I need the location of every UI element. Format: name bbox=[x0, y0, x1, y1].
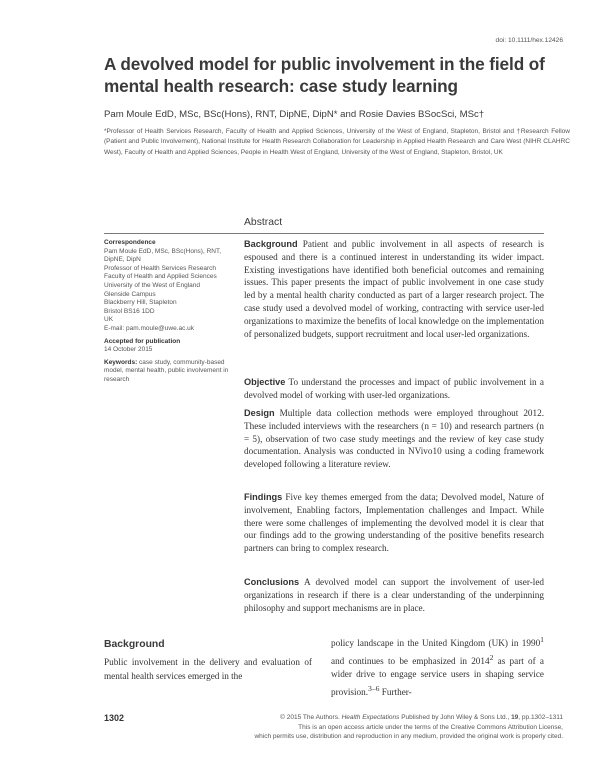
keywords-text: case study, community-based model, mental health, public involvement in research bbox=[104, 358, 229, 383]
page-number: 1302 bbox=[104, 713, 125, 723]
keywords-label: Keywords: bbox=[104, 358, 138, 366]
footer bbox=[163, 713, 563, 742]
abstract-objective bbox=[244, 376, 544, 402]
correspondence-email[interactable]: E-mail: pam.moule@uwe.ac.uk bbox=[104, 324, 195, 332]
abstract-background-label: Background bbox=[244, 239, 298, 249]
abstract-findings-label: Findings bbox=[244, 492, 283, 502]
abstract-objective-label: Objective bbox=[244, 377, 286, 387]
abstract-conclusions-text: A devolved model can support the involvement of user-led organizations in research if there is a clear understanding of the underpinning philosophy and support mechanisms are in place. bbox=[244, 577, 544, 613]
abstract-conclusions bbox=[244, 576, 544, 614]
abstract-findings bbox=[244, 491, 544, 555]
accepted-date: 14 October 2015 bbox=[104, 346, 153, 354]
accepted-block bbox=[104, 338, 234, 355]
footer-publisher: Published by John Wiley & Sons Ltd., bbox=[401, 714, 510, 721]
abstract-objective-text: To understand the processes and impact of public involvement in a devolved model of working with user-led organizations. bbox=[244, 377, 544, 400]
correspondence-line: Blackberry Hill, Stapleton bbox=[104, 299, 177, 307]
footer-pages: , pp.1302–1311 bbox=[518, 714, 563, 721]
body-heading: Background bbox=[104, 639, 165, 650]
body-right-text: Further- bbox=[379, 686, 412, 697]
correspondence-line: University of the West of England bbox=[104, 281, 200, 289]
body-right-column bbox=[331, 633, 544, 699]
correspondence-label: Correspondence bbox=[104, 239, 156, 246]
accepted-label: Accepted for publication bbox=[104, 337, 181, 345]
abstract-background-text: Patient and public involvement in all aspects of research is espoused and there is a continued interest in understanding its wider impact. Existing investigations have identified both beneficial outcomes and remaining issues. This paper presents the impact of public involvement in one case study led by a mental health charity conducted as part of a larger research project. The case study used a devolved model of working, contracting with service user-led organizations to maximize the benefits of local knowledge on the implementation of personalized budgets, support recruitment and local user-led organizations. bbox=[244, 239, 545, 339]
correspondence-line: Professor of Health Services Research bbox=[104, 264, 216, 272]
body-right-text: as part of a wider drive to engage service users in shaping service provision. bbox=[331, 655, 544, 697]
correspondence-block bbox=[104, 239, 234, 334]
abstract-background bbox=[244, 238, 544, 340]
abstract-design-text: Multiple data collection methods were employed throughout 2012. These included interviews with the researchers (n = 10) and research partners (n = 5), observation of two case study meetings and the review of key case study documentation. Analysis was conducted in NVivo10 using a coding framework developed following a literature review. bbox=[244, 408, 544, 470]
footer-copyright: © 2015 The Authors. bbox=[280, 714, 340, 721]
correspondence-line: Glenside Campus bbox=[104, 290, 156, 298]
abstract-divider bbox=[104, 233, 544, 234]
abstract-design bbox=[244, 407, 544, 471]
correspondence-line: Pam Moule EdD, MSc, BSc(Hons), RNT, bbox=[104, 247, 222, 255]
authors: Pam Moule EdD, MSc, BSc(Hons), RNT, DipNE, DipN* and Rosie Davies BSocSci, MSc† bbox=[104, 109, 485, 120]
citation-ref[interactable]: 1 bbox=[540, 635, 544, 644]
doi: doi: 10.1111/hex.12426 bbox=[495, 37, 563, 44]
article-title: A devolved model for public involvement in the field of mental health research: case study learning bbox=[104, 54, 545, 96]
footer-line-3: which permits use, distribution and reproduction in any medium, provided the original work is properly cited. bbox=[254, 733, 563, 741]
abstract-design-label: Design bbox=[244, 408, 275, 418]
correspondence-line: DipNE, DipN bbox=[104, 256, 141, 264]
sidebar bbox=[104, 239, 234, 389]
affiliations: *Professor of Health Services Research, Faculty of Health and Applied Sciences, University of the West of England, Stapleton, Bristol and †Research Fellow (Patient and Public Involvement), National Institute for Health Research Collaboration for Leadership in Applied Health Research and Care West (NIHR CLAHRC West), Faculty of Health and Applied Sciences, People in Health West of England, University of the West of England, Stapleton, Bristol, UK bbox=[104, 128, 570, 156]
citation-ref[interactable]: 2 bbox=[489, 652, 494, 662]
keywords-block bbox=[104, 359, 234, 385]
footer-volume: 19 bbox=[511, 714, 519, 721]
correspondence-line: Bristol BS16 1DD bbox=[104, 307, 155, 315]
body-right-text: and continues to be emphasized in 2014 bbox=[331, 655, 490, 666]
abstract-heading: Abstract bbox=[244, 217, 283, 228]
body-right-text: policy landscape in the United Kingdom (UK) in 1990 bbox=[331, 638, 541, 649]
footer-line-1 bbox=[163, 713, 563, 723]
body-left-column: Public involvement in the delivery and evaluation of mental health services emerged in the bbox=[104, 657, 312, 681]
footer-journal: Health Expectations bbox=[341, 714, 400, 721]
citation-ref[interactable]: 3–6 bbox=[368, 683, 380, 693]
abstract-conclusions-label: Conclusions bbox=[244, 577, 300, 587]
abstract-findings-text: Five key themes emerged from the data; Devolved model, Nature of involvement, Enabling factors, Implementation challenges and Impact. While there were some challenges of implementing the devolved model it is clear that our findings add to the growing understanding of the positive benefits research partners can bring to complex research. bbox=[244, 492, 545, 554]
correspondence-line: Faculty of Health and Applied Sciences bbox=[104, 273, 217, 281]
correspondence-line: UK bbox=[104, 316, 114, 324]
footer-line-2: This is an open access article under the terms of the Creative Commons Attribution License, bbox=[298, 723, 563, 731]
